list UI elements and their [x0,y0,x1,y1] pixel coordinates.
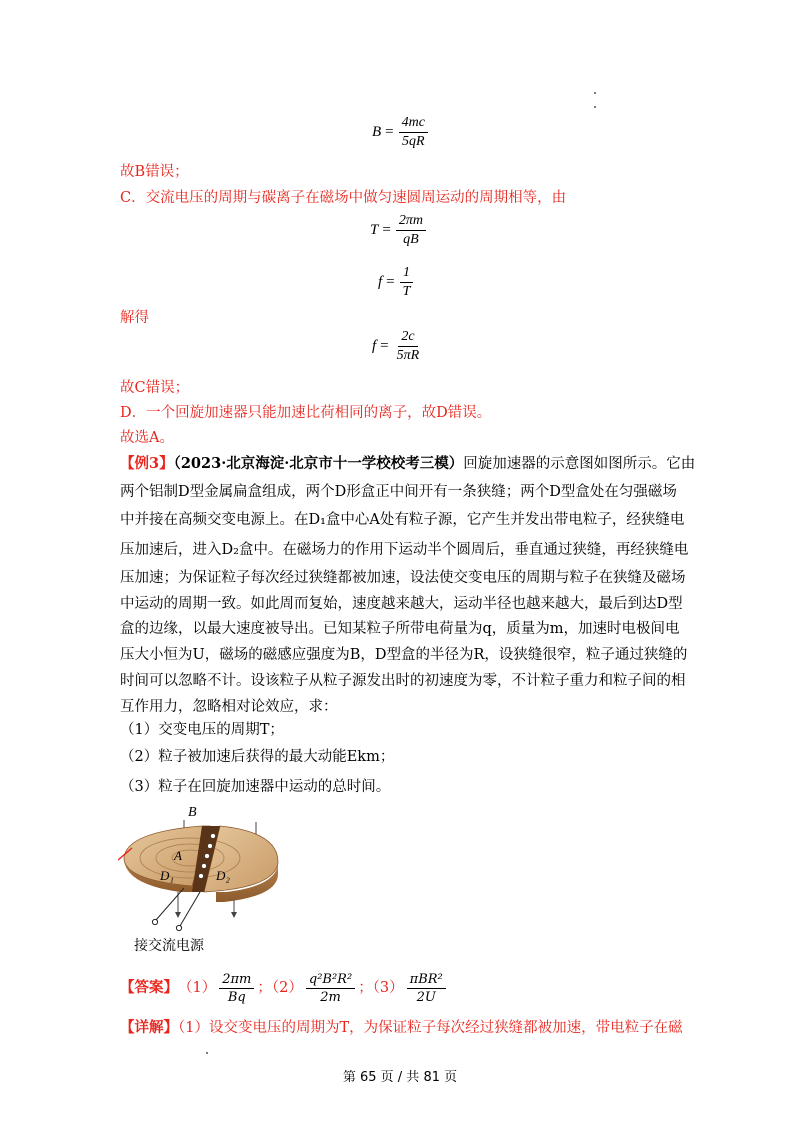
wire [180,892,200,926]
answer-sep-1: ；（2） [257,980,303,996]
example-line: 中并接在高频交变电源上。在D₁盒中心A处有粒子源，它产生并发出带电粒子，经狭缝电 [120,512,685,528]
stray-dot [594,106,596,108]
answer-fraction-2 [306,971,355,1006]
line-c-wrong: 故C错误； [120,380,190,396]
answer-numerator: q²B²R² [306,971,355,989]
particle-bead [199,874,204,879]
eq-sign: = [385,124,394,140]
eq-lhs: f [378,274,383,290]
eq-lhs: B [372,124,382,140]
eq-fraction [396,212,426,249]
detail-line [120,1016,683,1040]
eq-fraction [394,328,423,365]
equation-f2 [372,328,425,365]
figure-caption: 接交流电源 [134,938,204,954]
particle-bead [202,864,207,869]
eq-numerator: 4mc [399,114,428,133]
label-d2: D₂ [216,868,230,883]
example-line: 时间可以忽略不计。设该粒子从粒子源发出时的初速度为零，不计粒子重力和粒子间的相 [120,673,686,689]
answer-denominator: 2m [320,989,341,1005]
example-line: 两个铝制D型金属扁盒组成，两个D形盒正中间开有一条狭缝；两个D型盒处在匀强磁场 [120,484,677,500]
line-solve: 解得 [120,310,149,326]
detail-text: （1）设交变电压的周期为T，为保证粒子每次经过狭缝都被加速，带电粒子在磁 [178,1020,683,1036]
eq-denominator: qB [403,232,419,247]
label-a: A [174,848,182,863]
example-line: 压加速后，进入D₂盒中。在磁场力的作用下运动半个圆周后，垂直通过狭缝，再经狭缝电 [120,542,689,558]
wire [156,888,184,920]
example-line: 压大小恒为U，磁场的磁感应强度为B，D型盒的半径为R，设狭缝很窄，粒子通过狭缝的 [120,647,688,663]
equation-f1 [378,264,416,301]
answer-fraction-1 [219,971,254,1006]
particle-bead [211,834,216,839]
example-line: 中运动的周期一致。如此周而复始，速度越来越大，运动半径也越来越大，最后到达D型 [120,596,683,612]
eq-denominator: 5πR [396,348,420,363]
answer-numerator: πBR² [407,971,446,989]
eq-denominator: T [402,284,411,299]
equation-b [372,114,431,151]
eq-fraction [400,264,414,301]
example-tag: 【例3】 [120,455,174,472]
equation-t [370,212,429,249]
cyclotron-figure [118,800,288,958]
particle-bead [205,854,210,859]
eq-lhs: f [372,338,377,354]
answer-part-1: （1） [178,980,217,996]
answer-tag: 【答案】 [120,979,178,996]
terminal [176,925,181,930]
answer-denominator: Bq [227,989,246,1005]
label-b: B [188,805,197,820]
page-number: 第 65 页 / 共 81 页 [342,1070,458,1085]
eq-fraction [399,114,428,151]
answer-numerator: 2πm [219,971,254,989]
label-d1: D₁ [160,868,174,883]
terminal [152,919,157,924]
eq-denominator: 5qR [402,134,425,149]
answer-line [120,966,449,1010]
particle-bead [208,844,213,849]
answer-sep-2: ；（3） [358,980,404,996]
stray-dot [594,92,596,94]
question-2: （2）粒子被加速后获得的最大动能Ekm； [120,749,395,765]
eq-numerator: 2c [398,328,417,347]
answer-fraction-3 [407,971,446,1006]
example-source: （2023·北京海淀·北京市十一学校校考三模） [173,455,464,472]
line-c: C．交流电压的周期与碳离子在磁场中做匀速圆周运动的周期相等，由 [120,190,567,206]
question-1: （1）交变电压的周期T； [120,722,284,738]
field-arrow [231,912,237,918]
eq-sign: = [380,338,389,354]
eq-numerator: 2πm [396,212,426,231]
stray-dot [206,1052,208,1054]
example-line: 盒的边缘，以最大速度被导出。已知某粒子所带电荷量为q，质量为m，加速时电极间电 [120,621,680,637]
eq-sign: = [382,222,391,238]
example-line: 互作用力，忽略相对论效应，求： [120,699,338,715]
line-d: D．一个回旋加速器只能加速比荷相同的离子，故D错误。 [120,405,492,421]
eq-numerator: 1 [400,264,413,283]
detail-tag: 【详解】 [120,1019,178,1036]
example-line-0: 回旋加速器的示意图如图所示。它由 [463,456,696,472]
question-3: （3）粒子在回旋加速器中运动的总时间。 [120,779,391,795]
answer-denominator: 2U [416,989,436,1005]
eq-lhs: T [370,222,379,238]
example-line: 压加速；为保证粒子每次经过狭缝都被加速，设法使交变电压的周期与粒子在狭缝及磁场 [120,570,686,586]
field-arrow [175,912,181,918]
line-b-wrong: 故B错误； [120,164,189,180]
eq-sign: = [386,274,395,290]
example-header [120,452,695,476]
line-choose: 故选A。 [120,430,174,446]
